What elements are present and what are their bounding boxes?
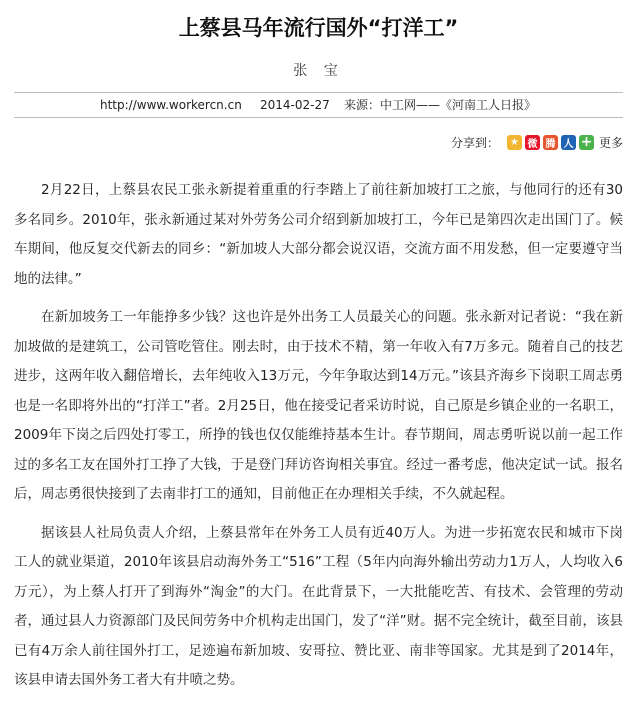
paragraph: 据该县人社局负责人介绍，上蔡县常年在外务工人员有近40万人。为进一步拓宽农民和城市下岗工人的就业渠道，2010年该县启动海外务工“516”工程（5年内向海外输出劳动力1万人，人均收入6万元），为上蔡人打开了到海外“淘金”的大门。在此背景下，一大批能吃苦、有技术、会管理的劳动者，通过县人力资源部门及民间劳务中介机构走出国门，发了“洋”财。据不完全统计，截至目前，该县已有4万余人前往国外打工，足迹遍布新加坡、安哥拉、赞比亚、南非等国家。尤其是到了2014年，该县申请去国外务工者大有井喷之势。 xyxy=(14,524,623,688)
paragraph: 2月22日，上蔡县农民工张永新提着重重的行李踏上了前往新加坡打工之旅，与他同行的还有30多名同乡。2010年，张永新通过某对外劳务公司介绍到新加坡打工，今年已是第四次走出国门了。候车期间，他反复交代新去的同乡：“新加坡人大部分都会说汉语，交流方面不用发愁，但一定要遵守当地的法律。” xyxy=(14,182,623,287)
article-meta-bar xyxy=(14,92,623,118)
publish-date: 2014-02-27 xyxy=(260,98,330,112)
article-title: 上蔡县马年流行国外“打洋工” xyxy=(178,16,459,40)
source-url: http://www.workercn.cn xyxy=(100,98,242,112)
share-label: 分享到： xyxy=(450,135,499,150)
share-bar xyxy=(451,133,623,151)
article-body xyxy=(14,176,623,705)
qzone-icon[interactable]: ★ xyxy=(507,135,522,150)
paragraph: 在新加坡务工一年能挣多少钱？这也许是外出务工人员最关心的问题。张永新对记者说：“我在新加坡做的是建筑工，公司管吃管住。刚去时，由于技术不精，第一年收入有7万多元。随着自己的技艺进步，这两年收入翻倍增长，去年纯收入13万元，今年争取达到14万元。”该县齐海乡下岗职工周志勇也是一名即将外出的“打洋工”者。2月25日，他在接受记者采访时说，自己原是乡镇企业的一名职工，2009年下岗之后四处打零工，所挣的钱也仅仅能维持基本生计。春节期间，周志勇听说以前一起工作过的多名工友在国外打工挣了大钱，于是登门拜访咨询相关事宜。经过一番考虑，他决定试一试。报名后，周志勇很快接到了去南非打工的通知，目前他正在办理相关手续，不久就起程。 xyxy=(14,309,623,502)
share-more-link[interactable]: 更多 xyxy=(598,135,623,150)
tencent-weibo-icon[interactable]: 腾 xyxy=(543,135,558,150)
renren-icon[interactable]: 人 xyxy=(561,135,576,150)
weibo-icon[interactable]: 微 xyxy=(525,135,540,150)
plus-icon[interactable]: + xyxy=(580,134,593,150)
article-author: 张 宝 xyxy=(293,63,344,79)
article-source: 来源：中工网——《河南工人日报》 xyxy=(344,98,537,112)
